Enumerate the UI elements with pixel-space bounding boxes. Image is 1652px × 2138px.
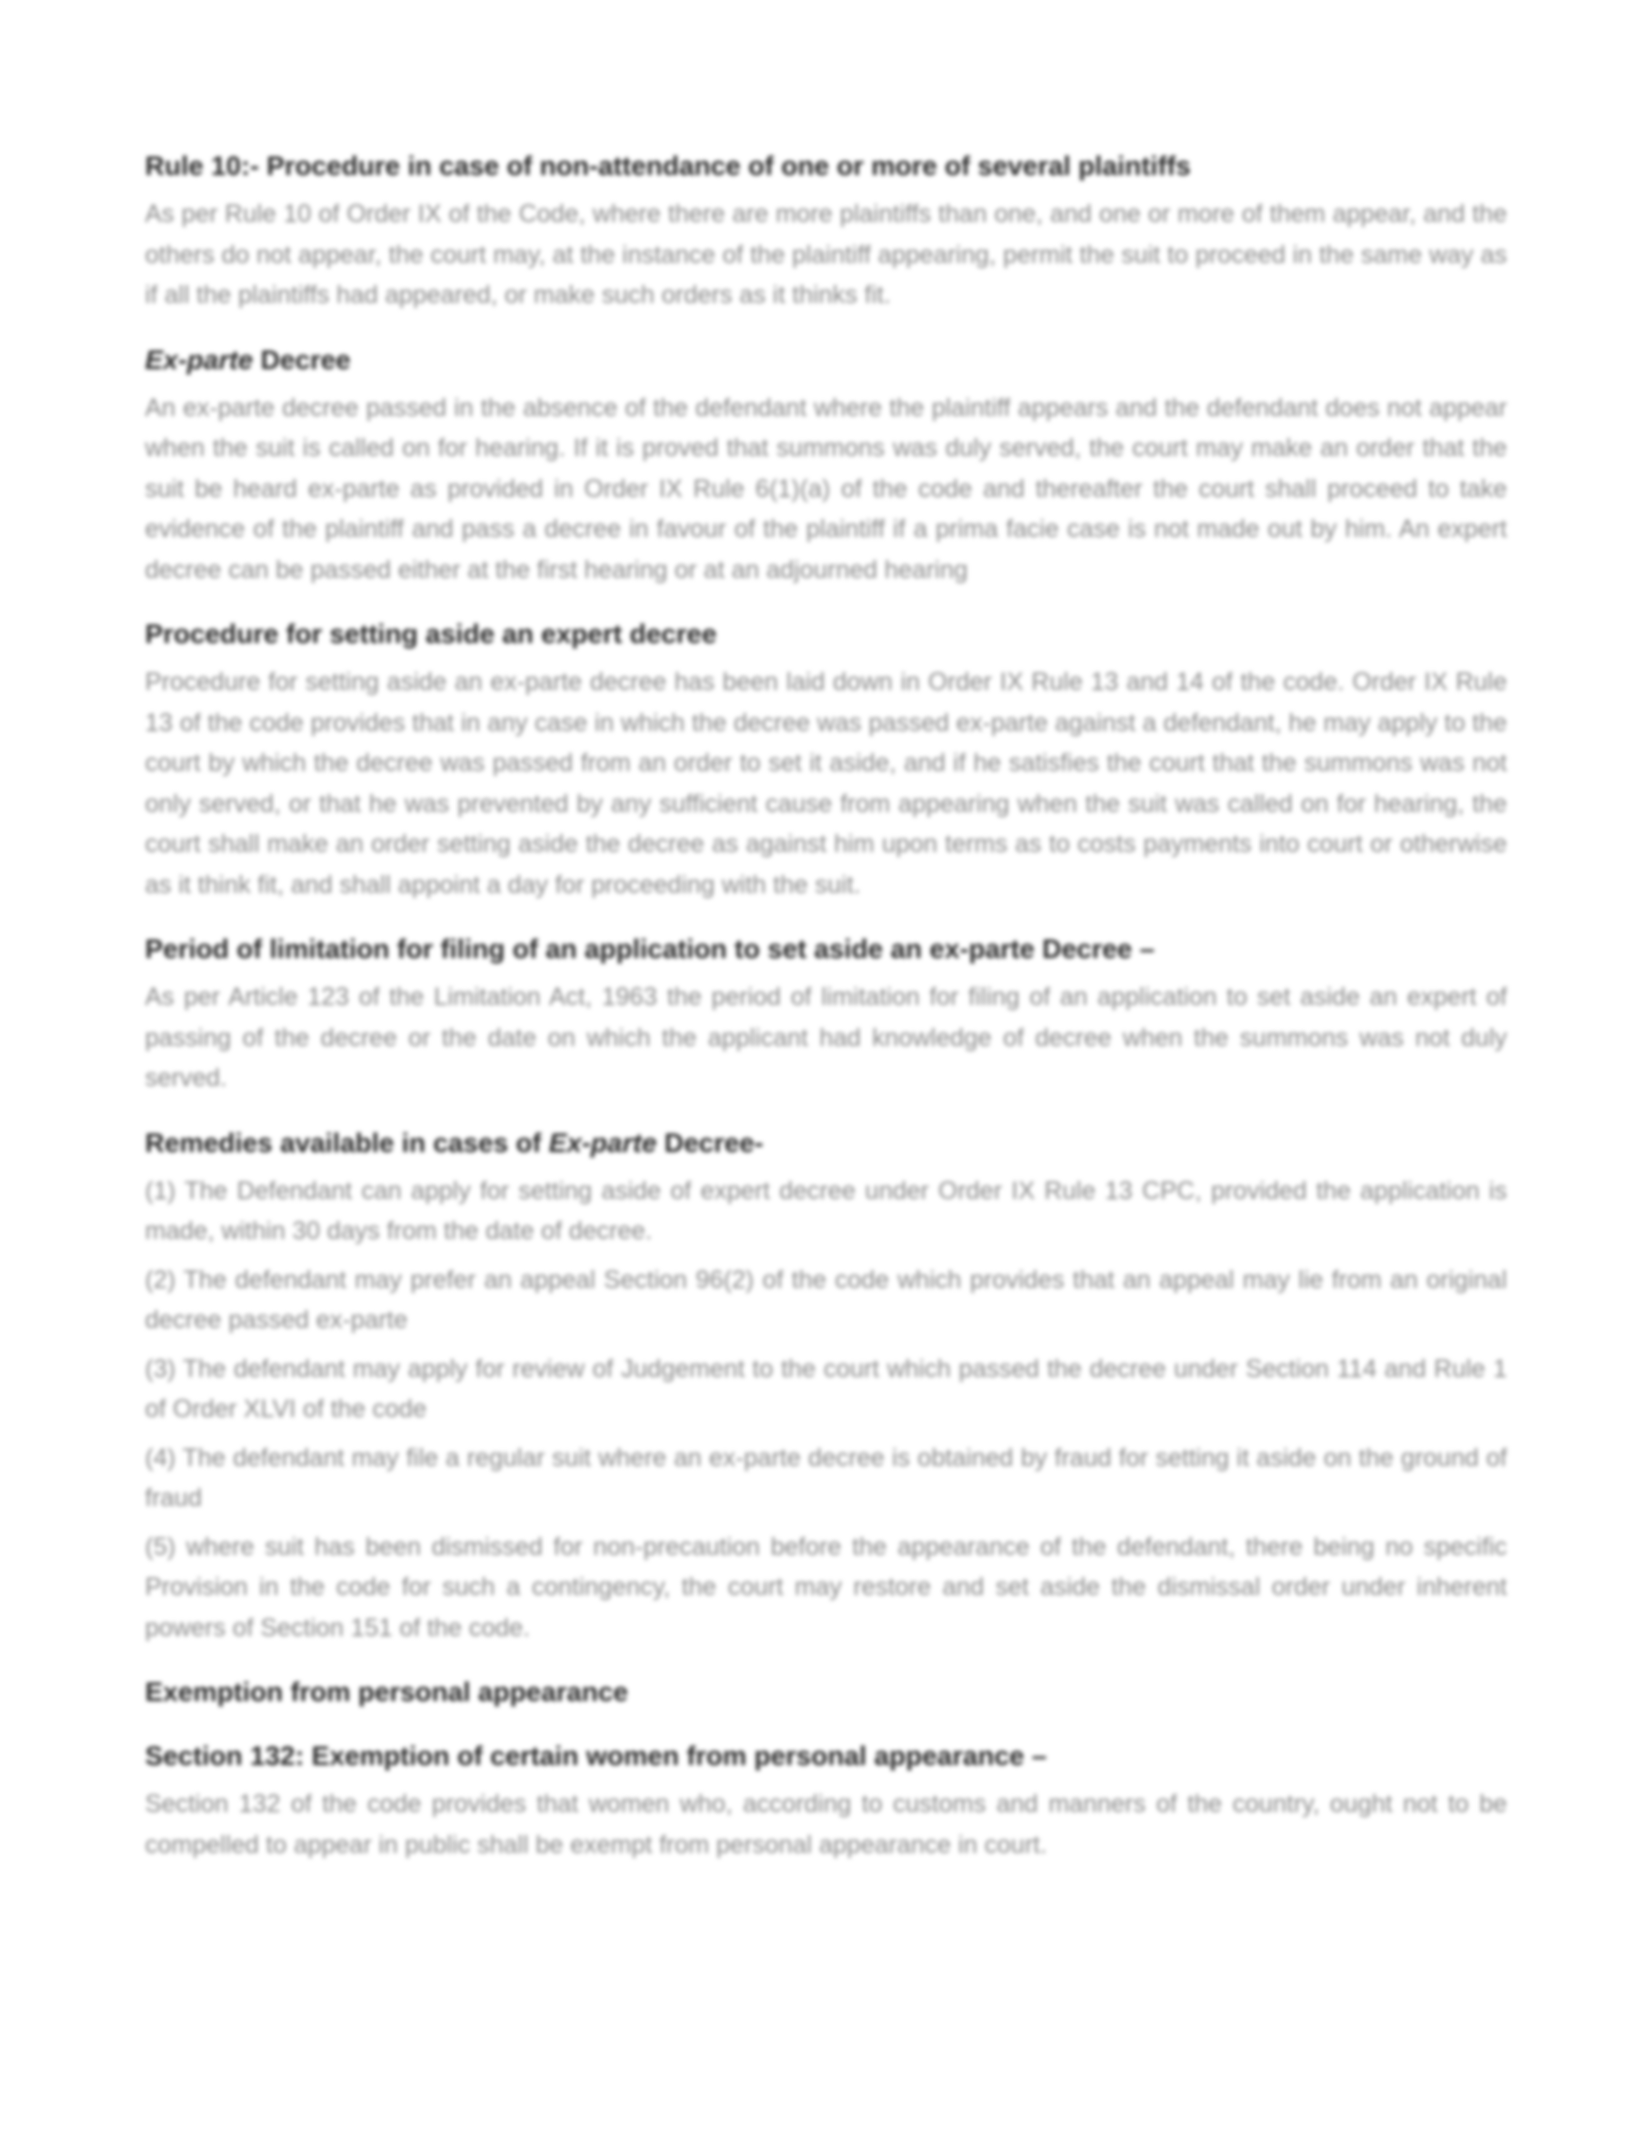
remedy-item: (5) where suit has been dismissed for non-precaution before the appearance of the defendant, there being no specific Provision in the code for such a contingency, the court may restore and set aside the dismissal order under inherent powers of Section 151 of the code. [145, 1532, 1507, 1642]
heading-rest: Decree [253, 344, 351, 375]
section-heading-limitation: Period of limitation for filing of an application to set aside an ex-parte Decree – [145, 934, 1155, 964]
remedy-item: (1) The Defendant can apply for setting aside of expert decree under Order IX Rule 13 CPC, provided the application is made, within 30 days from the date of decree. [145, 1176, 1507, 1245]
section-heading-ex-parte-decree [145, 340, 1507, 380]
heading-rest: Decree- [656, 1127, 764, 1158]
paragraph: An ex-parte decree passed in the absence of the defendant where the plaintiff appears and the defendant does not appear when the suit is called on for hearing. If it is proved that summons was duly served, the court may make an order that the suit be heard ex-parte as provided in Order IX Rule 6(1)(a) of the code and thereafter the court shall proceed to take evidence of the plaintiff and pass a decree in favour of the plaintiff if a prima facie case is not made out by him. An expert decree can be passed either at the first hearing or at an adjourned hearing [145, 393, 1507, 584]
heading-pre: Remedies available in cases of [145, 1127, 549, 1158]
section-subheading-section-132: Section 132: Exemption of certain women from personal appearance – [145, 1741, 1047, 1771]
heading-italic-part: Ex-parte [548, 1127, 657, 1158]
section-heading-remedies [145, 1123, 1507, 1163]
section-heading-rule-10: Rule 10:- Procedure in case of non-attendance of one or more of several plaintiffs [145, 151, 1191, 181]
paragraph: As per Rule 10 of Order IX of the Code, where there are more plaintiffs than one, and one or more of them appear, and the others do not appear, the court may, at the instance of the plaintiff appearing, permit the suit to proceed in the same way as if all the plaintiffs had appeared, or make such orders as it thinks fit. [145, 200, 1507, 309]
remedy-item: (3) The defendant may apply for review of Judgement to the court which passed the decree under Section 114 and Rule 1 of Order XLVI of the code [145, 1354, 1507, 1423]
paragraph: Section 132 of the code provides that women who, according to customs and manners of the country, ought not to be compelled to appear in public shall be exempt from personal appearance in court. [145, 1790, 1507, 1859]
heading-italic-part: Ex-parte [145, 344, 254, 375]
section-heading-exemption: Exemption from personal appearance [145, 1677, 629, 1707]
paragraph: Procedure for setting aside an ex-parte decree has been laid down in Order IX Rule 13 and 14 of the code. Order IX Rule 13 of the code provides that in any case in which the decree was passed ex-parte against a defendant, he may apply to the court by which the decree was passed from an order to set it aside, and if he satisfies the court that the summons was not only served, or that he was prevented by any sufficient cause from appearing when the suit was called on for hearing, the court shall make an order setting aside the decree as against him upon terms as to costs payments into court or otherwise as it think fit, and shall appoint a day for proceeding with the suit. [145, 668, 1507, 899]
remedy-item: (2) The defendant may prefer an appeal Section 96(2) of the code which provides that an appeal may lie from an original decree passed ex-parte [145, 1265, 1507, 1334]
remedy-item: (4) The defendant may file a regular suit where an ex-parte decree is obtained by fraud for setting it aside on the ground of fraud [145, 1443, 1507, 1512]
paragraph: As per Article 123 of the Limitation Act, 1963 the period of limitation for filing of an application to set aside an expert of passing of the decree or the date on which the applicant had knowledge of decree when the summons was not duly served. [145, 983, 1507, 1092]
section-heading-setting-aside: Procedure for setting aside an expert decree [145, 619, 717, 649]
